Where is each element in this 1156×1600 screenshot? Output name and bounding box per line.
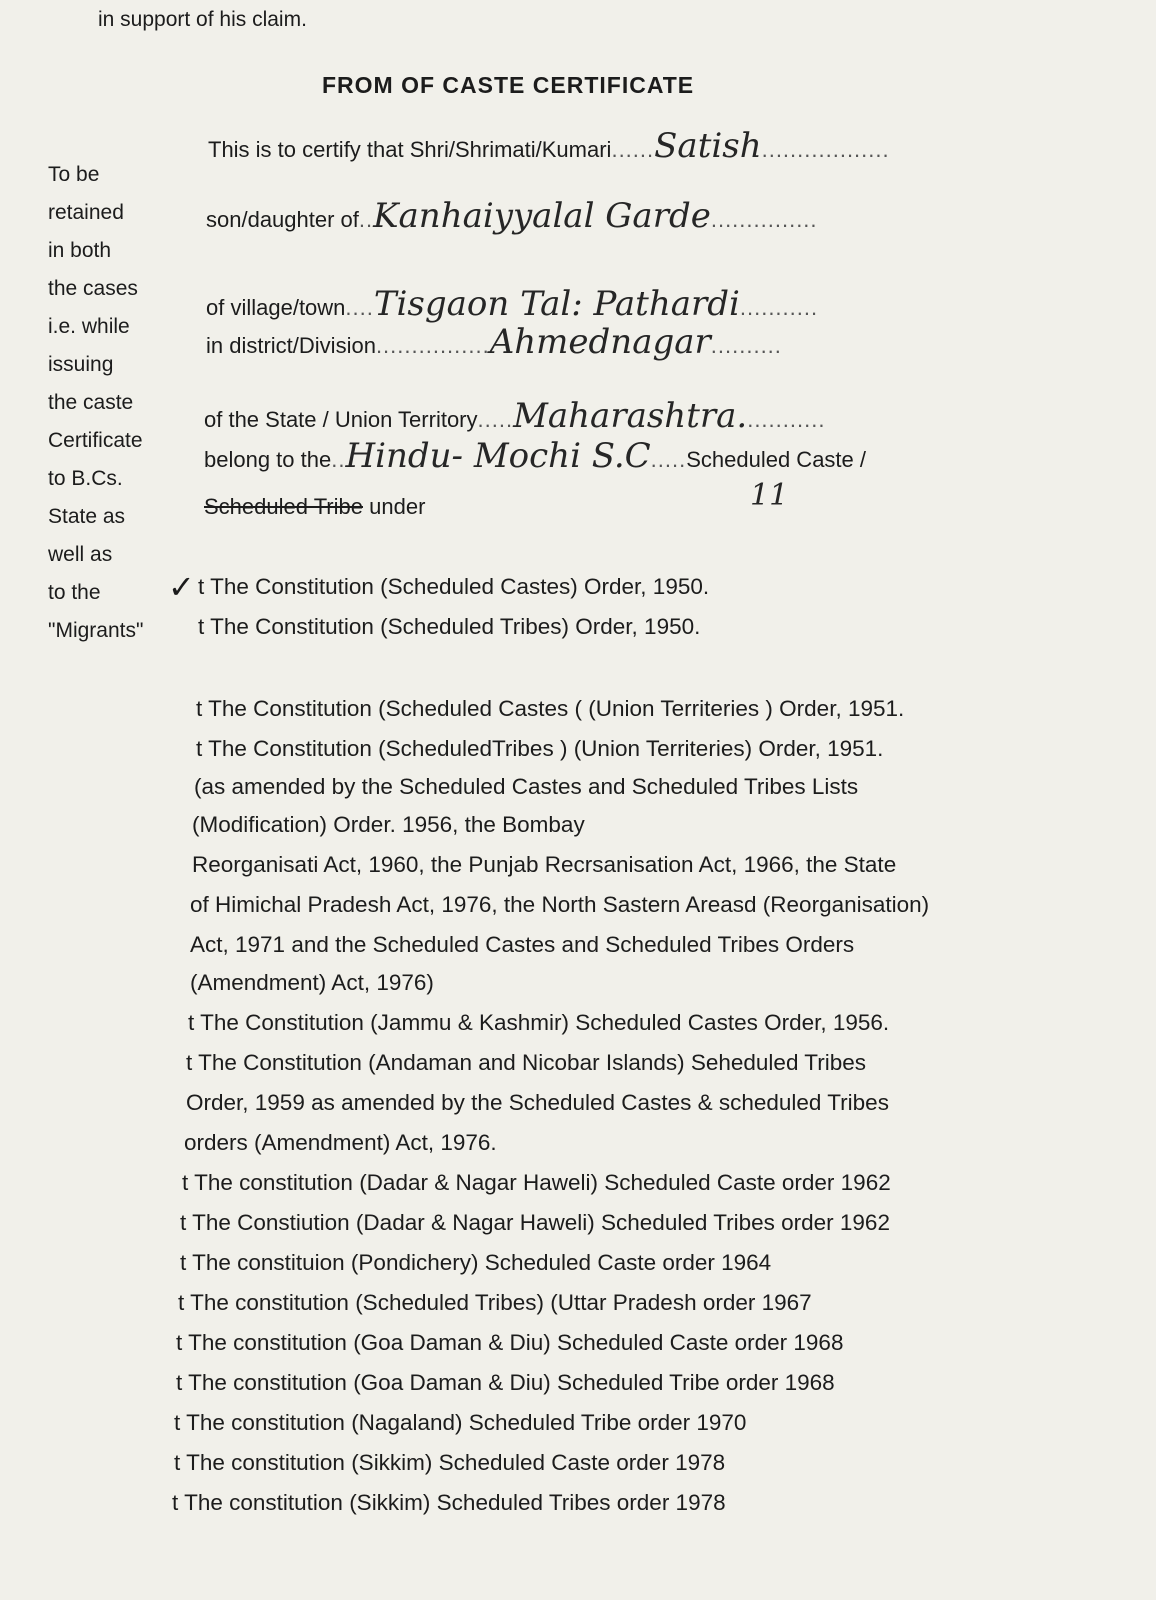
order-line: Act, 1971 and the Scheduled Castes and Scheduled Tribes Orders (190, 932, 855, 957)
sidebar-line: well as (48, 543, 113, 566)
order-line: t The Constiution (Dadar & Nagar Haweli) Scheduled Tribes order 1962 (180, 1210, 890, 1235)
name-value: Satish (654, 126, 762, 166)
order-line: t The Constitution (Scheduled Tribes) Order, 1950. (198, 614, 701, 639)
state-label: of the State / Union Territory (204, 407, 478, 432)
sidebar-line: the caste (48, 391, 134, 414)
sidebar-note (48, 156, 188, 650)
sidebar-line: the cases (48, 277, 138, 300)
order-line: t The constitution (Nagaland) Scheduled Tribe order 1970 (174, 1410, 747, 1435)
order-line: t The constitution (Sikkim) Scheduled Tribes order 1978 (172, 1490, 726, 1515)
check-mark-icon: ✓ (168, 568, 195, 606)
sidebar-line: State as (48, 505, 126, 528)
sidebar-line: i.e. while (48, 315, 130, 338)
caste-value: Hindu- Mochi S.C (345, 436, 651, 476)
order-line: t The Constitution (Scheduled Castes ( (Union Territeries ) Order, 1951. (196, 696, 905, 721)
serial-value: 11 (750, 478, 789, 513)
intro-text: in support of his claim. (98, 8, 307, 31)
order-line: t The constitution (Sikkim) Scheduled Caste order 1978 (174, 1450, 726, 1475)
sidebar-line: in both (48, 239, 112, 262)
order-line: orders (Amendment) Act, 1976. (184, 1130, 497, 1155)
certify-label: This is to certify that Shri/Shrimati/Kumari (208, 137, 612, 162)
parent-line: son/daughter of..Kanhaiyyalal Garde............... (206, 196, 818, 236)
order-line: t The Constitution (Scheduled Castes) Order, 1950. (198, 574, 710, 599)
district-value: Ahmednagar (489, 322, 711, 362)
page-title: FROM OF CASTE CERTIFICATE (322, 72, 695, 98)
caste-line: belong to the..Hindu- Mochi S.C.....Scheduled Caste / (204, 436, 866, 476)
parent-value: Kanhaiyyalal Garde (373, 196, 711, 236)
district-line: in district/Division................Ahmednagar.......... (206, 322, 782, 362)
order-line: t The constitution (Goa Daman & Diu) Scheduled Tribe order 1968 (176, 1370, 835, 1395)
order-line: (as amended by the Scheduled Castes and Scheduled Tribes Lists (194, 774, 859, 799)
belong-label: belong to the (204, 447, 332, 472)
state-line: of the State / Union Territory.....Maharashtra............ (204, 396, 826, 436)
certify-line: This is to certify that Shri/Shrimati/Kumari......Satish.................. (208, 126, 890, 166)
sidebar-line: To be (48, 163, 100, 186)
tribe-label: Scheduled Tribe (204, 494, 363, 519)
order-line: t The constitution (Goa Daman & Diu) Scheduled Caste order 1968 (176, 1330, 844, 1355)
order-line: of Himichal Pradesh Act, 1976, the North Sastern Areasd (Reorganisation) (190, 892, 930, 917)
order-line: t The constitution (Scheduled Tribes) (Uttar Pradesh order 1967 (178, 1290, 812, 1315)
parent-label: son/daughter of (206, 207, 359, 232)
order-line: t The Constitution (Jammu & Kashmir) Scheduled Castes Order, 1956. (188, 1010, 890, 1035)
order-line: Order, 1959 as amended by the Scheduled Castes & scheduled Tribes (186, 1090, 889, 1115)
district-label: in district/Division (206, 333, 376, 358)
sidebar-line: Certificate (48, 429, 143, 452)
order-line: t The constituion (Pondichery) Scheduled Caste order 1964 (180, 1250, 772, 1275)
order-line: Reorganisati Act, 1960, the Punjab Recrsanisation Act, 1966, the State (192, 852, 897, 877)
caste-suffix: Scheduled Caste / (686, 447, 866, 472)
village-label: of village/town (206, 295, 346, 320)
order-line: t The Constitution (Andaman and Nicobar Islands) Seheduled Tribes (186, 1050, 866, 1075)
order-line: t The constitution (Dadar & Nagar Haweli) Scheduled Caste order 1962 (182, 1170, 891, 1195)
sidebar-line: retained (48, 201, 124, 224)
sidebar-line: to B.Cs. (48, 467, 123, 490)
order-line: (Modification) Order. 1956, the Bombay (192, 812, 585, 837)
order-line: t The Constitution (ScheduledTribes ) (Union Territeries) Order, 1951. (196, 736, 884, 761)
sidebar-line: "Migrants" (48, 619, 144, 642)
state-value: Maharashtra. (513, 396, 748, 436)
tribe-line (204, 494, 425, 520)
sidebar-line: issuing (48, 353, 114, 376)
under-label: under (369, 494, 426, 519)
village-value: Tisgaon Tal: Pathardi (373, 284, 740, 324)
sidebar-line: to the (48, 581, 101, 604)
order-line: (Amendment) Act, 1976) (190, 970, 434, 995)
village-line: of village/town....Tisgaon Tal: Pathardi........... (206, 284, 819, 324)
